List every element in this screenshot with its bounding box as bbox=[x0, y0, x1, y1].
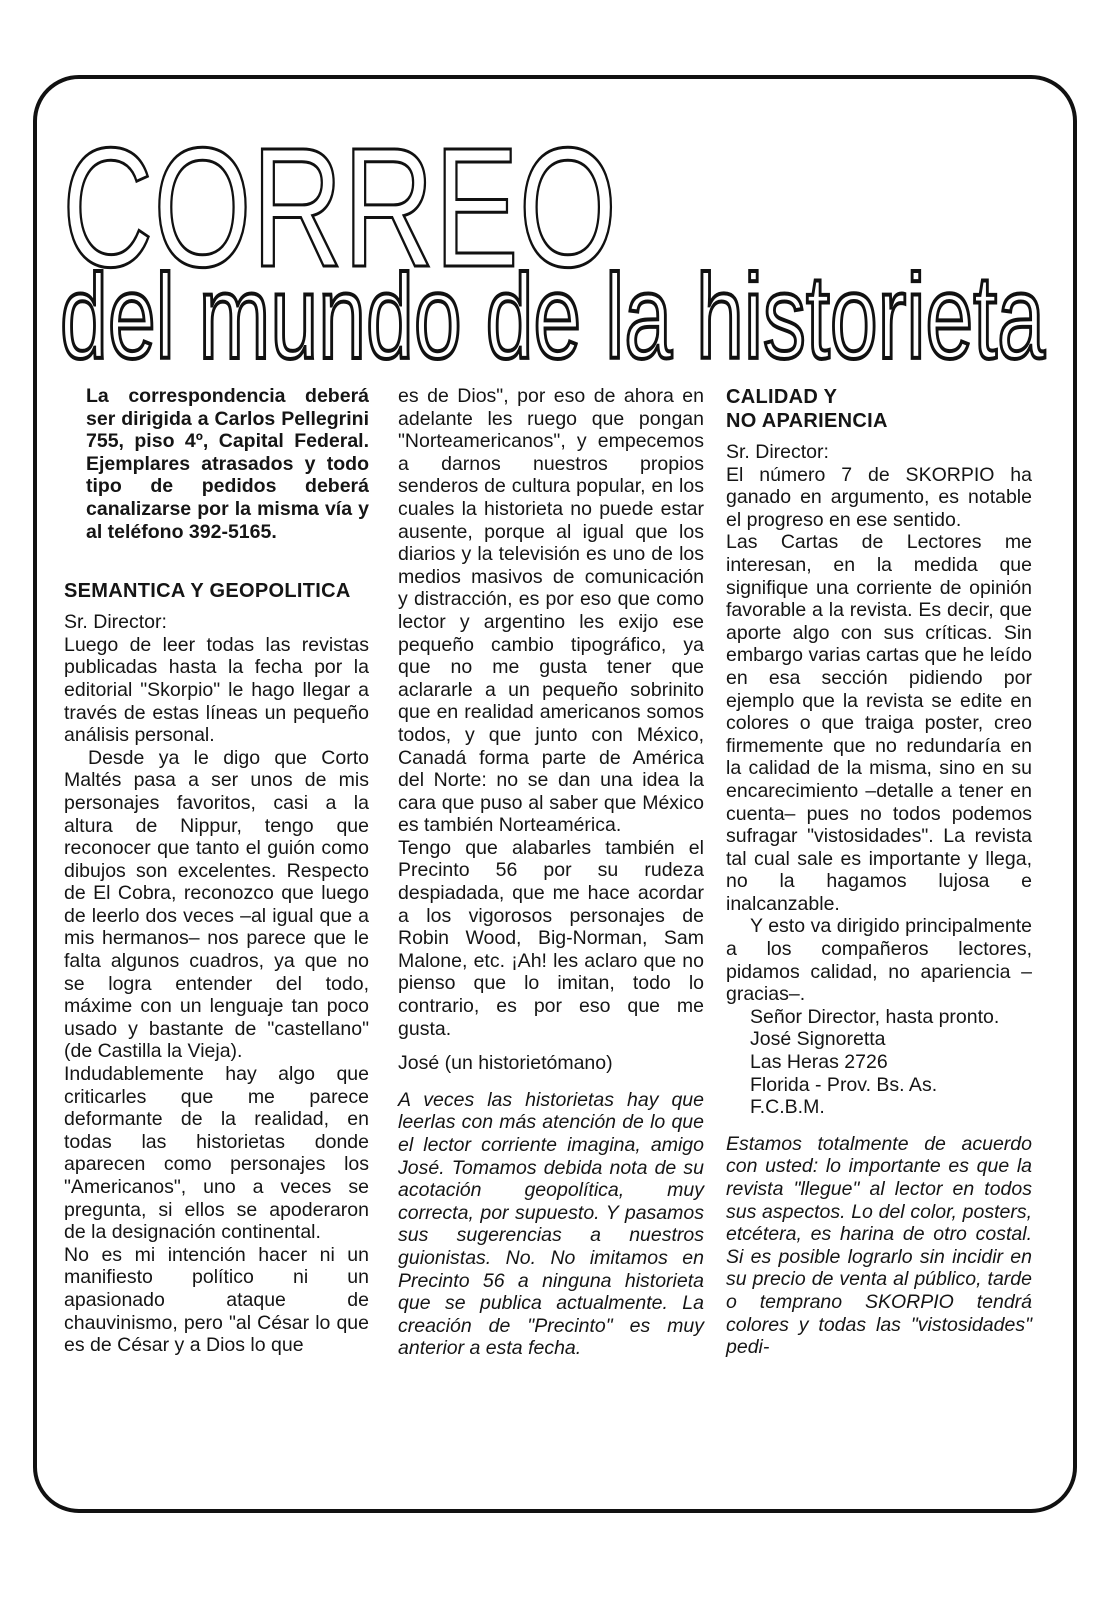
letter2-signature-line: José Signoretta bbox=[750, 1028, 886, 1051]
letter2-closing: Señor Director, hasta pronto. bbox=[750, 1005, 1000, 1028]
letter1-paragraph: Desde ya le digo que Corto Maltés pasa a ser unos de mis personajes favoritos, casi a la altura de Nippur, tengo que reconocer que tanto el guión como dibujos son excelentes. Respecto de El Cobra, reconozco que luego de leerlo dos veces –al igual que a mis hermanos– nos parece que le falta algunos cuadros, ya que no se logra entender del todo, máxime con un lenguaje tan poco usado y bastante de "castellano" (de Castilla la Vieja). bbox=[64, 746, 369, 1063]
submission-notice: La correspondencia deberá ser dirigida a Carlos Pellegrini 755, piso 4º, Capital Federal. Ejemplares atrasados y todo tipo de pedidos deberá canalizarse por la misma vía y al teléfono 392-5165. bbox=[86, 385, 369, 543]
letter2-editor-reply: Estamos totalmente de acuerdo con usted: lo importante es que la revista "llegue" al lector en todos sus aspectos. Lo del color, posters, etcétera, es harina de otro costal. Si es posible lograrlo sin incidir en su precio de venta al público, tarde o temprano SKORPIO tendrá colores y todas las "vistosidades" pedi- bbox=[726, 1132, 1032, 1359]
letter2-signature-line: Florida - Prov. Bs. As. bbox=[750, 1073, 938, 1096]
masthead-subtitle bbox=[60, 250, 1050, 384]
letter2-heading bbox=[726, 385, 1032, 433]
letter1-heading: SEMANTICA Y GEOPOLITICA bbox=[64, 580, 351, 603]
letter1-paragraph: Luego de leer todas las revistas publicadas hasta la fecha por la editorial "Skorpio" le hago llegar a través de estas líneas un pequeño análisis personal. bbox=[64, 633, 369, 747]
letter1-editor-reply: A veces las historietas hay que leerlas con más atención de lo que el lector corriente imagina, amigo José. Tomamos debida nota de su acotación geopolítica, muy correcta, por supuesto. Y pasamos sus sugerencias a nuestros guionistas. No. No imitamos en Precinto 56 a ninguna historieta que se publica actualmente. La creación de "Precinto" es muy anterior a esta fecha. bbox=[398, 1088, 704, 1360]
letter1-paragraph: es de Dios", por eso de ahora en adelante les ruego que pongan "Norteamericanos", y empecemos a darnos nuestros propios senderos de cultura popular, en los cuales la historieta no puede estar ausente, porque al igual que los diarios y la televisión es uno de los medios masivos de comunicación y distracción, es por eso que como lector y argentino les exijo ese pequeño cambio tipográfico, ya que no me gusta tener que aclararle a un pequeño sobrinito que en realidad americanos somos todos, y que junto con México, Canadá forma parte de América del Norte: no se dan una idea la cara que puso al saber que México es también Norteamérica. bbox=[398, 385, 704, 837]
column-left bbox=[64, 385, 369, 1357]
letter2-paragraph: Y esto va dirigido principalmente a los compañeros lectores, pidamos calidad, no apariencia –gracias–. bbox=[726, 915, 1032, 1006]
letter2-paragraph: El número 7 de SKORPIO ha ganado en argumento, es notable el progreso en ese sentido. bbox=[726, 463, 1032, 531]
letter1-paragraph: No es mi intención hacer ni un manifiesto político ni un apasionado ataque de chauvinismo, pero "al César lo que es de César y a Dios lo que bbox=[64, 1243, 369, 1357]
letter2-heading-line: NO APARIENCIA bbox=[726, 410, 888, 432]
masthead-subtitle-text: del mundo de la historieta bbox=[60, 250, 1046, 384]
letter2-salutation: Sr. Director: bbox=[726, 441, 829, 463]
masthead-title-text: CORREO bbox=[62, 113, 617, 303]
letter2-paragraph: Las Cartas de Lectores me interesan, en la medida que signifique una corriente de opinión favorable a la revista. Es decir, que aporte algo con sus críticas. Sin embargo varias cartas que he leído en esa sección pidiendo por ejemplo que la revista se edite en colores o que traiga poster, creo firmemente que no redundaría en la calidad de la misma, sino en su encarecimiento –detalle a tener en cuenta– pues no todos podemos sufragar "vistosidades". La revista tal cual sale es importante y llega, no la hagamos lujosa e inalcanzable. bbox=[726, 531, 1032, 915]
letter1-signature: José (un historietómano) bbox=[398, 1052, 613, 1075]
letter1-paragraph: Tengo que alabarles también el Precinto 56 por su rudeza despiadada, que me hace acordar a los vigorosos personajes de Robin Wood, Big-Norman, Sam Malone, etc. ¡Ah! les aclaro que no pienso que lo imitan, todo lo contrario, es por eso que me gusta. bbox=[398, 836, 704, 1040]
letter1-salutation: Sr. Director: bbox=[64, 611, 167, 634]
letter1-paragraph: Indudablemente hay algo que criticarles que me parece deformante de la realidad, en todas las historietas donde aparecen como personajes los "Americanos", uno a veces se pregunta, si ellos se apoderaron de la designación continental. bbox=[64, 1063, 369, 1244]
letter2-signature-line: F.C.B.M. bbox=[750, 1096, 825, 1119]
letter2-signature-line: Las Heras 2726 bbox=[750, 1051, 888, 1074]
column-middle bbox=[398, 385, 704, 1360]
letter2-heading-line: CALIDAD Y bbox=[726, 386, 838, 408]
masthead-subtitle-art bbox=[60, 250, 1050, 384]
column-right bbox=[726, 385, 1032, 1359]
